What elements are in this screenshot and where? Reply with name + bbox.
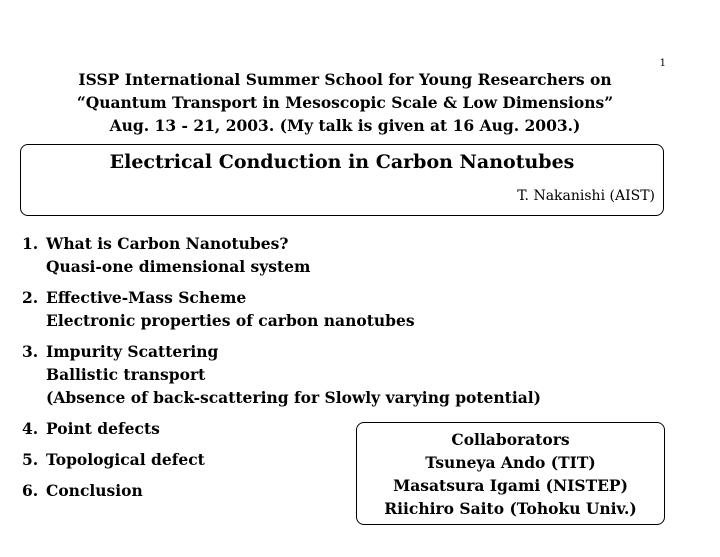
item-subline: Quasi-one dimensional system bbox=[46, 257, 311, 276]
collaborator-name: Masatsura Igami (NISTEP) bbox=[393, 476, 628, 495]
header-line: “Quantum Transport in Mesoscopic Scale & Low Dimensions” bbox=[76, 93, 614, 112]
outline-item-3 bbox=[22, 340, 541, 409]
item-heading: Topological defect bbox=[46, 450, 205, 469]
item-heading: Point defects bbox=[46, 419, 160, 438]
outline-item-1 bbox=[22, 232, 541, 278]
item-number: 3. bbox=[22, 342, 39, 361]
item-number: 2. bbox=[22, 288, 39, 307]
item-subline: (Absence of back-scattering for Slowly varying potential) bbox=[46, 388, 541, 407]
item-heading: Conclusion bbox=[46, 481, 143, 500]
item-number: 5. bbox=[22, 450, 39, 469]
header-line: ISSP International Summer School for Young Researchers on bbox=[78, 70, 612, 89]
item-subline: Electronic properties of carbon nanotubes bbox=[46, 311, 415, 330]
conference-header bbox=[0, 68, 690, 137]
collaborators-box bbox=[356, 422, 665, 525]
item-heading: What is Carbon Nanotubes? bbox=[46, 234, 289, 253]
page-number: 1 bbox=[659, 58, 666, 69]
title-box bbox=[20, 144, 664, 216]
item-subline: Ballistic transport bbox=[46, 365, 206, 384]
item-heading: Effective-Mass Scheme bbox=[46, 288, 247, 307]
collaborator-name: Tsuneya Ando (TIT) bbox=[425, 453, 596, 472]
item-number: 1. bbox=[22, 234, 39, 253]
talk-title: Electrical Conduction in Carbon Nanotubes bbox=[109, 151, 575, 173]
item-heading: Impurity Scattering bbox=[46, 342, 219, 361]
item-number: 6. bbox=[22, 481, 39, 500]
collaborators-heading: Collaborators bbox=[451, 430, 570, 449]
author: T. Nakanishi (AIST) bbox=[517, 188, 655, 204]
collaborator-name: Riichiro Saito (Tohoku Univ.) bbox=[384, 499, 637, 518]
item-number: 4. bbox=[22, 419, 39, 438]
header-line: Aug. 13 - 21, 2003. (My talk is given at 16 Aug. 2003.) bbox=[109, 116, 581, 135]
outline-item-2 bbox=[22, 286, 541, 332]
